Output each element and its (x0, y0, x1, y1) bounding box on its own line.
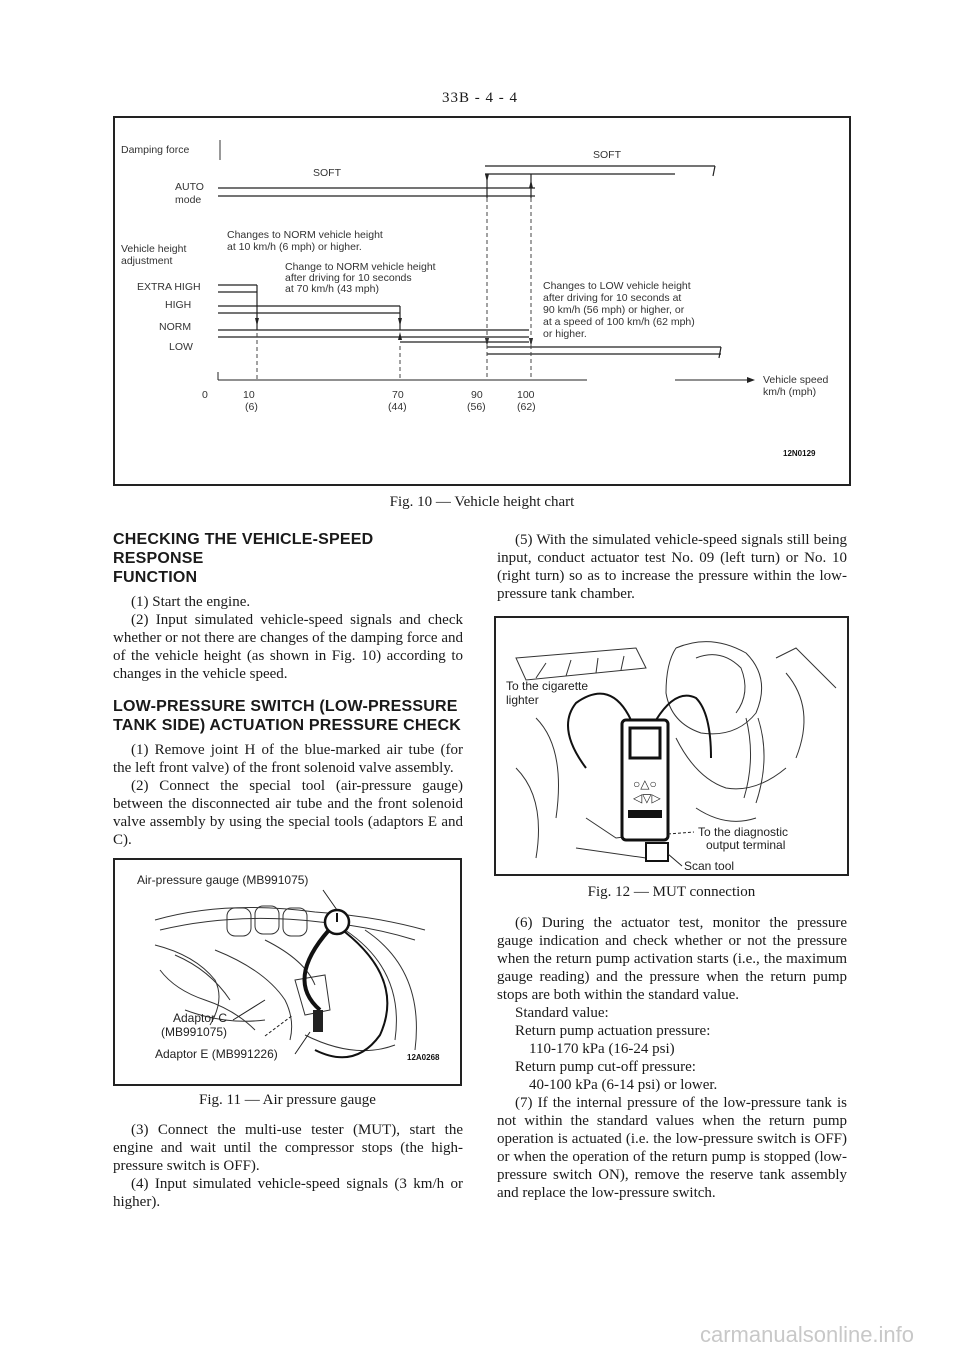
x-axis-label: Vehicle speed (763, 374, 829, 386)
low-label: LOW (169, 341, 193, 353)
note-norm-10kmh: Changes to NORM vehicle height (227, 229, 383, 241)
left-column-bottom (113, 1121, 463, 1211)
standard-value-title: Standard value: (515, 1005, 609, 1021)
damping-force-label: Damping force (121, 144, 190, 156)
speed-response-text (113, 593, 463, 683)
heading-line: LOW-PRESSURE SWITCH (LOW-PRESSURE (113, 698, 458, 715)
tick-70: 70 (392, 389, 404, 401)
note-low-2: after driving for 10 seconds at (543, 292, 682, 304)
paragraph: (2) Connect the special tool (air-pressure gauge) between the disconnected air tube and the front solenoid valve assembly by using the special tools (adaptors E and C). (113, 778, 463, 848)
vehicle-height-chart (113, 116, 851, 486)
paragraph: (1) Start the engine. (131, 594, 251, 610)
fig12-caption: Fig. 12 — MUT connection (587, 884, 756, 900)
tick-100: 100 (517, 389, 535, 401)
soft-label-2: SOFT (593, 149, 621, 161)
fig11-caption: Fig. 11 — Air pressure gauge (199, 1092, 376, 1108)
diagnostic-terminal-label-2: output terminal (706, 838, 786, 852)
vehicle-height-diagram (115, 118, 849, 484)
note-low-4: at a speed of 100 km/h (62 mph) (543, 316, 695, 328)
note-low: Changes to LOW vehicle height (543, 280, 691, 292)
paragraph: (6) During the actuator test, monitor the pressure gauge indication and check whether or not the pressure when the return pump activation starts (i.e., the maximum gauge reading) and the pressure when the return pump stops are both within the standard value. (497, 915, 847, 1003)
tick-90-mph: (56) (467, 401, 486, 413)
x-axis-unit: km/h (mph) (763, 386, 817, 398)
diagnostic-terminal-label: To the diagnostic (698, 825, 789, 839)
tick-10: 10 (243, 389, 255, 401)
standard-value-item: Return pump actuation pressure: (515, 1023, 711, 1039)
adaptor-c-label: Adaptor C (173, 1011, 228, 1025)
paragraph: (4) Input simulated vehicle-speed signals (3 km/h or higher). (113, 1176, 463, 1210)
heading-line: FUNCTION (113, 569, 198, 586)
vehicle-height-adjustment-label: Vehicle height (121, 243, 187, 255)
page-number: 33B - 4 - 4 (442, 90, 518, 106)
note-low-3: 90 km/h (56 mph) or higher, or (543, 304, 685, 316)
figure-code: 12A0268 (407, 1053, 440, 1062)
section-heading-low-pressure-switch (113, 697, 463, 735)
standard-value: 110-170 kPa (16-24 psi) (529, 1041, 675, 1057)
adaptor-c-part: (MB991075) (161, 1025, 228, 1039)
mut-connection-figure (494, 616, 849, 876)
tick-100-mph: (62) (517, 401, 536, 413)
extra-high-label: EXTRA HIGH (137, 281, 201, 293)
watermark: carmanualsonline.info (700, 1322, 915, 1347)
tick-0: 0 (202, 389, 208, 401)
low-pressure-text (113, 741, 463, 849)
tick-90: 90 (471, 389, 483, 401)
paragraph: (5) With the simulated vehicle-speed signals still being input, conduct actuator test No. 09 (left turn) or No. 10 (right turn) so as to increase the pressure within the low-pressure tank chamber. (497, 532, 847, 602)
section-heading-speed-response (113, 530, 463, 587)
air-pressure-gauge-figure (113, 858, 462, 1086)
note-norm-70kmh-3: at 70 km/h (43 mph) (285, 283, 379, 295)
heading-line: CHECKING THE VEHICLE-SPEED RESPONSE (113, 531, 374, 567)
auto-mode-label-2: mode (175, 194, 202, 206)
standard-value: 40-100 kPa (6-14 psi) or lower. (529, 1077, 718, 1093)
keypad-symbols: ◁▽▷ (633, 791, 661, 805)
norm-label: NORM (159, 321, 192, 333)
adaptor-e-label: Adaptor E (MB991226) (155, 1047, 278, 1061)
right-column-top (497, 531, 847, 603)
tick-10-mph: (6) (245, 401, 258, 413)
note-norm-70kmh-2: after driving for 10 seconds (285, 272, 412, 284)
note-low-5: or higher. (543, 328, 587, 340)
paragraph: (3) Connect the multi-use tester (MUT), start the engine and wait until the compressor stops (the high-pressure switch is OFF). (113, 1122, 463, 1174)
gauge-label: Air-pressure gauge (MB991075) (137, 873, 309, 887)
figure-code: 12N0129 (783, 449, 816, 458)
paragraph: (2) Input simulated vehicle-speed signals and check whether or not there are changes of the damping force and of the vehicle height (as shown in Fig. 10) according to changes in the vehicle speed. (113, 612, 463, 682)
keypad-symbols: ○△○ (633, 777, 657, 791)
air-pressure-gauge-illustration (115, 860, 460, 1084)
vehicle-height-adjustment-label-2: adjustment (121, 255, 173, 267)
scan-tool-label: Scan tool (684, 859, 735, 873)
cigarette-lighter-label: To the cigarette (506, 679, 589, 693)
auto-mode-label: AUTO (175, 181, 204, 193)
fig10-caption: Fig. 10 — Vehicle height chart (389, 494, 575, 510)
right-column-bottom (497, 914, 847, 1202)
cigarette-lighter-label-2: lighter (506, 693, 539, 707)
note-norm-70kmh: Change to NORM vehicle height (285, 261, 436, 273)
standard-value-item: Return pump cut-off pressure: (515, 1059, 696, 1075)
soft-label-1: SOFT (313, 167, 341, 179)
high-label: HIGH (165, 299, 192, 311)
heading-line: TANK SIDE) ACTUATION PRESSURE CHECK (113, 717, 462, 734)
paragraph: (7) If the internal pressure of the low-pressure tank is not within the standard values when the return pump operation is actuated (i.e. the low-pressure switch is OFF) or when the operation of the return pump is stopped (low-pressure switch ON), remove the reserve tank assembly and replace the low-pressure switch. (497, 1095, 847, 1201)
tick-70-mph: (44) (388, 401, 407, 413)
note-norm-10kmh-2: at 10 km/h (6 mph) or higher. (227, 241, 362, 253)
mut-connection-illustration (496, 618, 847, 874)
paragraph: (1) Remove joint H of the blue-marked air tube (for the left front valve) of the front solenoid valve assembly. (113, 742, 463, 776)
left-column (113, 530, 463, 849)
